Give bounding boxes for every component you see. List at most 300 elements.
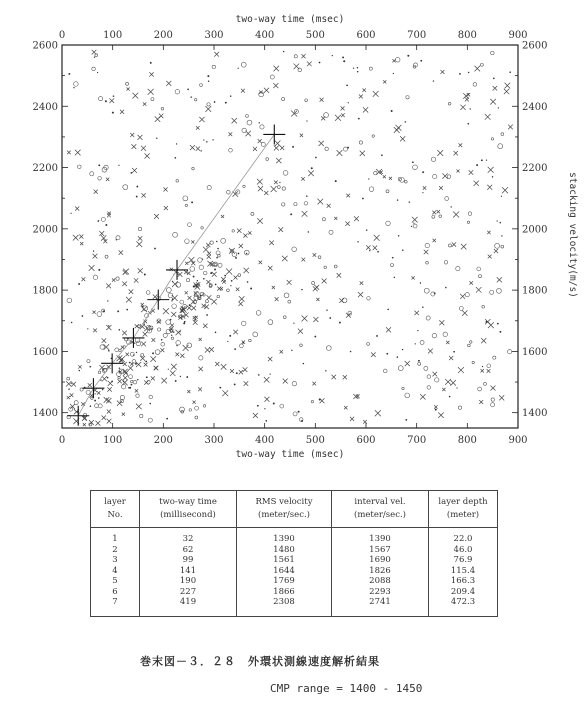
noise-mark [71,382,76,387]
noise-mark [250,288,252,290]
noise-mark [120,110,124,114]
noise-mark [141,193,145,197]
noise-mark [158,328,161,331]
noise-mark [301,54,305,58]
noise-mark [472,361,474,363]
noise-mark [444,260,448,264]
noise-mark [283,51,284,52]
noise-mark [485,321,487,323]
noise-mark [424,366,428,370]
noise-mark [264,397,269,402]
noise-mark [126,309,128,311]
cell-time: 62 [140,545,237,556]
noise-mark [301,177,304,180]
noise-mark [168,369,169,370]
noise-mark [154,248,156,250]
noise-mark [152,352,154,354]
noise-mark [457,169,460,172]
noise-mark [398,235,400,237]
noise-mark [294,203,297,206]
noise-mark [481,369,484,372]
noise-mark [442,173,447,178]
noise-mark [149,72,153,76]
noise-mark [495,243,500,248]
noise-mark [166,288,171,293]
noise-mark [383,369,387,373]
noise-mark [369,250,370,251]
noise-mark [491,51,494,54]
noise-mark [272,286,275,289]
noise-mark [428,349,433,354]
noise-mark [420,60,422,62]
noise-mark [190,145,195,150]
noise-mark [277,186,280,189]
noise-mark [316,298,319,301]
noise-mark [195,316,198,319]
noise-mark [238,274,241,277]
noise-mark [191,201,193,203]
noise-mark [180,376,181,377]
noise-mark [360,281,364,285]
noise-mark [363,107,368,112]
noise-mark [150,62,152,64]
table-row [91,545,498,556]
noise-mark [423,186,426,189]
noise-mark [284,293,289,298]
noise-mark [219,387,221,389]
noise-mark [372,135,375,138]
cell-layer: 4 [91,566,140,577]
noise-mark [383,175,386,178]
noise-mark [485,114,491,120]
cell-layer: 6 [91,587,140,598]
noise-mark [360,151,365,156]
noise-mark [187,305,192,310]
cmp-range-label: CMP range = 1400 - 1450 [270,682,423,695]
noise-mark [232,118,237,123]
noise-mark [508,125,513,130]
noise-mark [151,376,155,380]
noise-mark [94,190,98,194]
noise-mark [292,247,297,252]
velocity-pick-cross [263,124,285,144]
noise-mark [228,132,232,136]
noise-mark [249,339,252,342]
noise-picks-layer [66,50,513,426]
noise-mark [211,299,216,304]
noise-mark [456,266,460,270]
noise-mark [509,71,511,73]
x-tick-label-bottom: 500 [305,435,325,446]
noise-mark [79,235,83,239]
noise-mark [195,416,198,419]
noise-mark [129,362,131,364]
noise-mark [100,380,101,381]
noise-mark [196,147,200,151]
noise-mark [130,352,134,356]
noise-mark [374,171,377,174]
cell-rms: 1480 [237,545,332,556]
noise-mark [207,295,212,300]
noise-mark [138,325,141,328]
noise-mark [150,356,156,362]
x-tick-label-top: 300 [204,30,224,41]
noise-mark [493,356,496,359]
noise-mark [476,164,478,166]
noise-mark [302,315,308,321]
noise-mark [196,126,200,130]
noise-mark [496,288,501,293]
noise-mark [264,88,269,93]
noise-mark [197,280,198,281]
cell-time: 419 [140,597,237,616]
noise-mark [93,329,97,333]
noise-mark [424,288,429,293]
noise-mark [313,286,318,291]
noise-mark [257,179,263,185]
noise-mark [358,118,360,120]
noise-mark [221,238,226,243]
noise-mark [87,360,90,363]
noise-mark [122,413,125,416]
table-row [91,576,498,587]
noise-mark [187,89,189,91]
cell-time: 190 [140,576,237,587]
noise-mark [221,364,227,370]
noise-mark [367,297,371,301]
noise-mark [217,248,219,250]
noise-mark [458,367,464,373]
noise-mark [203,405,206,408]
noise-mark [420,394,425,399]
y-axis-label: stacking velocity(m/s) [567,172,578,298]
noise-mark [397,356,399,358]
noise-mark [341,113,345,117]
noise-mark [206,280,210,284]
noise-mark [442,388,445,391]
noise-mark [154,214,159,219]
noise-mark [234,383,236,385]
noise-mark [332,375,336,379]
velocity-pick-cross [166,260,188,280]
noise-mark [107,300,108,301]
noise-mark [154,366,158,370]
noise-mark [300,344,303,347]
noise-mark [260,125,264,129]
noise-mark [188,296,192,300]
noise-mark [470,108,471,109]
noise-mark [432,333,436,337]
noise-mark [143,323,144,324]
header-layer-depth: layer depth (meter) [429,491,498,528]
noise-mark [203,271,207,275]
noise-mark [194,319,196,321]
cell-layer: 5 [91,576,140,587]
noise-mark [220,287,223,290]
noise-mark [474,181,479,186]
noise-mark [386,221,391,226]
noise-mark [123,376,128,381]
noise-mark [462,310,467,315]
noise-mark [350,351,352,353]
noise-mark [186,376,188,378]
noise-mark [427,386,431,390]
noise-mark [102,338,107,343]
noise-mark [193,320,198,325]
noise-mark [271,186,277,192]
noise-mark [435,378,439,382]
noise-mark [170,371,176,377]
noise-mark [270,373,271,374]
noise-mark [166,320,171,325]
noise-mark [304,202,308,206]
noise-mark [135,338,140,343]
noise-mark [212,272,217,277]
noise-mark [136,352,137,353]
noise-mark [242,128,247,133]
noise-mark [301,420,303,422]
noise-mark [145,153,150,158]
noise-mark [239,244,243,248]
noise-mark [141,353,144,356]
noise-mark [293,412,297,416]
noise-mark [468,72,469,73]
noise-mark [116,277,119,280]
noise-mark [257,405,259,407]
cell-depth: 472.3 [429,597,498,616]
noise-mark [288,300,291,303]
noise-mark [87,328,88,329]
noise-mark [180,300,184,304]
noise-mark [425,243,429,247]
cell-interval: 1690 [332,555,429,566]
noise-mark [422,306,423,307]
noise-mark [290,213,292,215]
noise-mark [487,185,492,190]
noise-mark [113,95,115,97]
noise-mark [258,186,263,191]
noise-mark [216,241,217,242]
noise-mark [122,281,127,286]
noise-mark [473,83,477,87]
noise-mark [282,98,285,101]
x-tick-label-bottom: 0 [58,435,66,446]
noise-mark [343,60,345,62]
noise-mark [119,250,123,254]
noise-mark [413,222,414,223]
noise-mark [68,73,70,75]
noise-mark [424,250,429,255]
noise-mark [138,236,142,240]
y-tick-label-right: 1400 [522,408,548,420]
noise-mark [446,341,449,344]
noise-mark [214,52,219,57]
noise-mark [373,246,378,251]
noise-mark [237,228,241,232]
noise-mark [234,276,238,280]
noise-mark [74,82,79,87]
noise-mark [136,404,142,410]
noise-mark [136,362,141,367]
noise-mark [173,232,178,237]
noise-mark [127,87,130,90]
noise-mark [279,182,280,183]
noise-mark [112,278,115,281]
noise-mark [117,401,122,406]
table-row [91,587,498,598]
noise-mark [418,362,421,365]
noise-mark [146,376,148,378]
noise-mark [298,68,302,72]
noise-mark [155,350,160,355]
noise-mark [407,55,409,57]
noise-mark [476,287,481,292]
noise-mark [291,350,292,351]
noise-mark [218,263,222,267]
noise-mark [103,310,105,312]
noise-mark [486,159,487,160]
noise-mark [173,331,174,332]
noise-mark [300,134,303,137]
noise-mark [274,180,278,184]
noise-mark [348,311,352,315]
noise-mark [89,420,94,425]
noise-mark [405,180,408,183]
noise-mark [227,190,231,194]
noise-mark [83,423,86,426]
noise-mark [315,157,317,159]
noise-mark [275,140,281,146]
noise-mark [230,285,231,286]
noise-mark [209,347,214,352]
noise-mark [226,269,232,275]
noise-mark [244,268,249,273]
noise-mark [488,322,494,328]
noise-mark [203,139,204,140]
noise-mark [318,256,321,259]
table-header-row [91,491,498,528]
noise-mark [144,363,148,367]
noise-mark [273,402,275,404]
noise-mark [335,180,337,182]
noise-mark [143,102,146,105]
noise-mark [247,281,249,283]
noise-mark [449,396,451,398]
noise-mark [138,227,141,230]
noise-mark [214,101,216,103]
noise-mark [75,207,79,211]
x-tick-label-bottom: 400 [255,435,275,446]
noise-mark [445,379,451,385]
noise-mark [93,254,98,259]
noise-mark [188,257,194,263]
noise-mark [453,212,459,218]
noise-mark [194,99,196,101]
noise-mark [98,220,100,222]
noise-mark [391,263,394,266]
noise-mark [484,382,487,385]
noise-mark [491,386,496,391]
noise-mark [369,187,374,192]
noise-mark [201,227,203,229]
noise-mark [101,217,105,221]
noise-mark [400,136,405,141]
noise-mark [302,211,308,217]
noise-mark [481,338,486,343]
table-row [91,555,498,566]
noise-mark [251,212,254,215]
noise-mark [166,418,168,420]
noise-mark [432,372,437,377]
noise-mark [199,265,203,269]
noise-mark [412,161,414,163]
noise-mark [389,177,392,180]
noise-mark [460,294,465,299]
noise-mark [241,321,246,326]
noise-mark [301,258,305,262]
noise-mark [136,186,138,188]
noise-mark [69,407,73,411]
noise-mark [311,400,313,402]
noise-mark [200,84,203,87]
noise-mark [108,325,109,326]
noise-mark [402,349,403,350]
noise-mark [461,244,466,249]
table-row [91,597,498,616]
noise-mark [176,143,177,144]
noise-mark [366,245,370,249]
noise-mark [143,332,148,337]
noise-mark [144,274,146,276]
noise-mark [78,365,81,368]
noise-mark [363,89,366,92]
noise-mark [369,67,372,70]
noise-mark [185,291,188,294]
noise-mark [400,178,405,183]
noise-mark [172,281,178,287]
noise-mark [353,67,354,68]
noise-mark [198,387,202,391]
noise-mark [283,379,288,384]
noise-mark [137,379,138,380]
noise-mark [191,306,196,311]
noise-mark [491,138,493,140]
noise-mark [247,120,252,125]
noise-mark [230,95,232,97]
noise-mark [128,366,133,371]
x-tick-label-top: 200 [153,30,173,41]
noise-mark [394,277,395,278]
noise-mark [130,362,133,365]
noise-mark [174,157,176,159]
noise-mark [132,360,136,364]
noise-mark [398,366,403,371]
noise-mark [459,306,463,310]
noise-mark [176,345,178,347]
noise-mark [475,66,481,72]
noise-mark [156,138,157,139]
noise-mark [111,381,113,383]
noise-mark [502,187,508,193]
noise-mark [105,100,107,102]
noise-mark [191,240,194,243]
noise-mark [205,300,208,303]
noise-mark [248,231,251,234]
noise-mark [491,398,494,401]
noise-mark [391,110,393,112]
noise-mark [411,276,414,279]
noise-mark [67,396,70,399]
